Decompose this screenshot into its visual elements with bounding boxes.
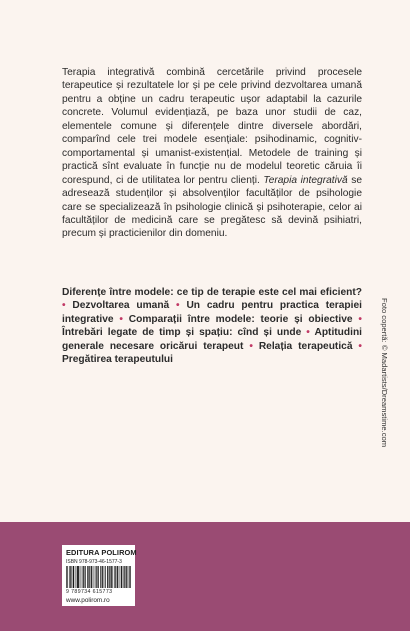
topic-item: Diferențe între modele: ce tip de terapie este cel mai eficient?: [62, 287, 362, 298]
topic-item: Dezvoltarea umană: [72, 300, 170, 312]
isbn-label: ISBN 978-973-46-1577-3: [66, 559, 122, 565]
topic-separator: •: [249, 340, 253, 352]
topic-item: Pregătirea terapeutului: [62, 354, 173, 366]
contents-topics: [62, 286, 362, 367]
photo-credit: Foto copertă: © Madartists/Dreamstime.com: [380, 298, 389, 448]
barcode-icon: [66, 566, 131, 588]
topic-separator: •: [358, 340, 362, 352]
publisher-name: EDITURA POLIROM: [66, 548, 137, 557]
topic-separator: •: [176, 300, 180, 312]
description-text-1: Terapia integrativă combină cercetările privind procesele terapeutice și rezultatele lor și pe cele privind dezvoltarea umană pentru a obține un cadru terapeutic ușor adaptabil la cazurile concrete. Volumul evidențiază, pe baza unor studii de caz, elementele comune și diferențele dintre diversele abordări, comparînd cele trei modele esențiale: psihodinamic, cognitiv-comportamental și umanist-existențial. Metodele de training și practică sînt evaluate în funcție nu de modelul teoretic căruia îi corespund, ci de utilitatea lor pentru clienți.: [62, 67, 362, 186]
publisher-box: [62, 545, 135, 606]
topic-item: Aptitudini generale necesare oricărui terapeut: [62, 327, 362, 352]
topic-item: Relația terapeutică: [258, 340, 353, 352]
topic-item: Un cadru pentru practica terapiei integrative: [62, 300, 362, 325]
description-text-2: se adresează studenților și absolvenților facultăților de psihologie care se specializează în psihologie clinică și psihoterapie, celor ai facultăților de medicină care se pregătesc să devină psihiatri, precum și practicienilor din domeniu.: [62, 174, 362, 240]
topic-separator: •: [119, 313, 123, 325]
topic-separator: •: [62, 300, 66, 312]
topic-separator: •: [306, 327, 310, 339]
topic-item: Întrebări legate de timp și spațiu: cînd și unde: [62, 327, 302, 339]
publisher-url[interactable]: www.polirom.ro: [66, 597, 110, 604]
topic-separator: •: [358, 313, 362, 325]
description-paragraph: [62, 66, 362, 241]
book-title-italic: Terapia integrativă: [263, 174, 348, 186]
barcode-digits: 9 789734 615773: [66, 589, 113, 595]
topic-item: Comparații între modele: teorie și obiective: [128, 313, 353, 325]
